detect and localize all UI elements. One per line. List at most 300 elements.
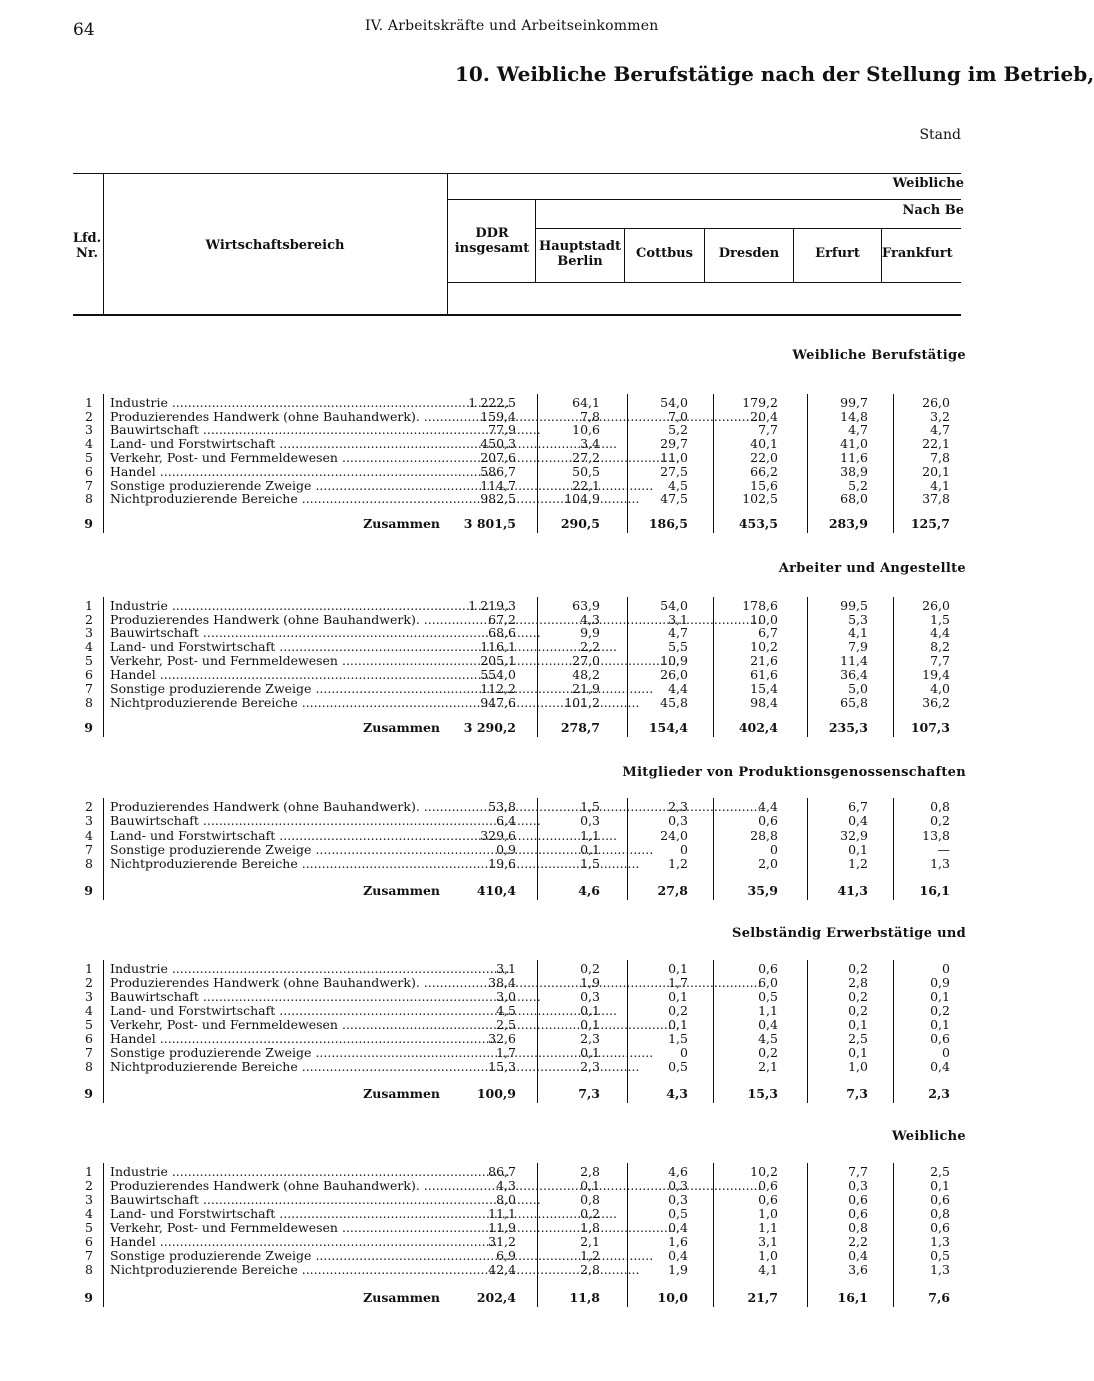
cell-value: 0,5: [930, 1248, 950, 1263]
cell-value: 7,8: [930, 450, 950, 465]
cell-value: 2,8: [848, 975, 868, 990]
cell-value: 0,2: [668, 1003, 688, 1018]
row-number: 9: [84, 516, 93, 531]
cell-value: 1,5: [580, 856, 600, 871]
row-label: Nichtproduzierende Bereiche .....: [110, 1060, 440, 1074]
cell-value: 68,0: [840, 491, 868, 506]
cell-value: 38,4: [488, 975, 516, 990]
cell-value: 7,7: [930, 653, 950, 668]
cell-value: 15,4: [750, 681, 778, 696]
cell-value: 402,4: [738, 720, 778, 735]
total-label: Zusammen: [363, 883, 440, 898]
table-row: [0, 1060, 1024, 1074]
row-number: 8: [85, 1262, 93, 1277]
cell-value: 207,6: [480, 450, 516, 465]
cell-value: 32,6: [488, 1031, 516, 1046]
cell-value: 20,4: [750, 409, 778, 424]
total-label: Zusammen: [363, 1290, 440, 1305]
cell-value: 1,9: [580, 975, 600, 990]
row-label: Produzierendes Handwerk (ohne Bauhandwerk). .....: [110, 613, 440, 627]
row-number: 7: [85, 681, 93, 696]
cell-value: 11,6: [840, 450, 868, 465]
cell-value: 101,2: [564, 695, 600, 710]
cell-value: 0,8: [580, 1192, 600, 1207]
table-row: [0, 814, 1024, 828]
cell-value: 2,5: [496, 1017, 516, 1032]
row-label: Handel .....: [110, 1032, 440, 1046]
row-label: Industrie .....: [110, 599, 440, 613]
cell-value: 100,9: [476, 1086, 516, 1101]
cell-value: 13,8: [922, 828, 950, 843]
cell-value: 22,0: [750, 450, 778, 465]
cell-value: 11,9: [488, 1220, 516, 1235]
table-row: [0, 640, 1024, 654]
cell-value: 1,1: [758, 1220, 778, 1235]
total-label: Zusammen: [363, 720, 440, 735]
row-label: Nichtproduzierende Bereiche .....: [110, 492, 440, 506]
cell-value: 4,1: [930, 478, 950, 493]
cell-value: 554,0: [480, 667, 516, 682]
section-title: Mitglieder von Produktionsgenossenschaften: [622, 765, 966, 780]
cell-value: 0: [942, 961, 950, 976]
row-label: Industrie .....: [110, 962, 440, 976]
cell-value: 21,9: [572, 681, 600, 696]
row-label: Bauwirtschaft .....: [110, 1193, 440, 1207]
row-number: 5: [85, 1220, 93, 1235]
cell-value: 329,6: [480, 828, 516, 843]
cell-value: 7,3: [578, 1086, 600, 1101]
header-hauptstadt-berlin: [536, 239, 624, 269]
table-row: [0, 1263, 1024, 1277]
row-label: Bauwirtschaft .....: [110, 990, 440, 1004]
cell-value: 1,0: [848, 1059, 868, 1074]
cell-value: 8,2: [930, 639, 950, 654]
table-row: [0, 962, 1024, 976]
header-berlin-label: Berlin: [557, 254, 603, 269]
cell-value: 4,0: [930, 681, 950, 696]
cell-value: 586,7: [480, 464, 516, 479]
cell-value: 0,6: [758, 1192, 778, 1207]
cell-value: 41,3: [837, 883, 868, 898]
table-row: [0, 976, 1024, 990]
header-rule: [447, 199, 961, 200]
cell-value: 125,7: [910, 516, 950, 531]
cell-value: 0,2: [758, 1045, 778, 1060]
row-number: 4: [85, 436, 93, 451]
cell-value: 6,0: [758, 975, 778, 990]
cell-value: 27,5: [660, 464, 688, 479]
cell-value: 38,9: [840, 464, 868, 479]
cell-value: 28,8: [750, 828, 778, 843]
header-nach-be: Nach Be: [902, 203, 964, 218]
row-number: 4: [85, 1206, 93, 1221]
cell-value: 0,3: [668, 813, 688, 828]
cell-value: 112,2: [480, 681, 516, 696]
table-row: [0, 396, 1024, 410]
row-number: 1: [85, 598, 93, 613]
cell-value: 5,5: [668, 639, 688, 654]
cell-value: 1,9: [668, 1262, 688, 1277]
cell-value: 3 801,5: [463, 516, 516, 531]
cell-value: 0: [770, 842, 778, 857]
cell-value: 10,2: [750, 639, 778, 654]
cell-value: 7,6: [928, 1290, 950, 1305]
table-row: [0, 857, 1024, 871]
row-number: 3: [85, 989, 93, 1004]
total-label: Zusammen: [363, 516, 440, 531]
cell-value: 10,0: [657, 1290, 688, 1305]
row-label: Sonstige produzierende Zweige .....: [110, 1046, 440, 1060]
row-number: 8: [85, 856, 93, 871]
cell-value: 10,9: [660, 653, 688, 668]
cell-value: 50,5: [572, 464, 600, 479]
cell-value: 2,2: [848, 1234, 868, 1249]
table-row: [0, 599, 1024, 613]
cell-value: 4,5: [668, 478, 688, 493]
row-label: Verkehr, Post- und Fernmeldewesen .....: [110, 1018, 440, 1032]
row-number: 9: [84, 883, 93, 898]
cell-value: 1,3: [930, 1262, 950, 1277]
header-hauptstadt-label: Hauptstadt: [538, 239, 622, 254]
row-number: 8: [85, 1059, 93, 1074]
cell-value: 4,7: [848, 422, 868, 437]
cell-value: 0,1: [848, 842, 868, 857]
cell-value: 35,9: [747, 883, 778, 898]
cell-value: 3,1: [758, 1234, 778, 1249]
cell-value: 2,5: [848, 1031, 868, 1046]
row-label: Land- und Forstwirtschaft .....: [110, 1004, 440, 1018]
header-lfd-label: Lfd.: [72, 231, 102, 246]
cell-value: 0,9: [930, 975, 950, 990]
row-label: Sonstige produzierende Zweige .....: [110, 1249, 440, 1263]
row-number: 2: [85, 612, 93, 627]
total-row: [0, 517, 1024, 531]
cell-value: 7,3: [846, 1086, 868, 1101]
cell-value: 99,7: [840, 395, 868, 410]
row-label: Verkehr, Post- und Fernmeldewesen .....: [110, 1221, 440, 1235]
cell-value: 15,3: [747, 1086, 778, 1101]
cell-value: 0: [680, 1045, 688, 1060]
cell-value: 40,1: [750, 436, 778, 451]
section-title: Weibliche Berufstätige: [792, 348, 966, 363]
cell-value: 4,4: [668, 681, 688, 696]
cell-value: 205,1: [480, 653, 516, 668]
cell-value: 1,6: [668, 1234, 688, 1249]
cell-value: 0,1: [580, 1178, 600, 1193]
cell-value: 2,1: [580, 1234, 600, 1249]
row-label: Produzierendes Handwerk (ohne Bauhandwerk). .....: [110, 410, 440, 424]
row-number: 3: [85, 813, 93, 828]
cell-value: 47,5: [660, 491, 688, 506]
cell-value: 0,1: [580, 1045, 600, 1060]
header-frankfurt: Frankfurt: [882, 246, 953, 261]
cell-value: 4,3: [496, 1178, 516, 1193]
cell-value: 0,4: [848, 1248, 868, 1263]
header-insgesamt-label: insgesamt: [454, 241, 530, 256]
cell-value: 98,4: [750, 695, 778, 710]
row-label: Verkehr, Post- und Fernmeldewesen .....: [110, 451, 440, 465]
table-row: [0, 843, 1024, 857]
row-number: 2: [85, 1178, 93, 1193]
table-row: [0, 437, 1024, 451]
cell-value: 0,5: [668, 1059, 688, 1074]
table-row: [0, 696, 1024, 710]
cell-value: 0,6: [848, 1206, 868, 1221]
cell-value: 0,1: [848, 1045, 868, 1060]
cell-value: 15,3: [488, 1059, 516, 1074]
cell-value: 48,2: [572, 667, 600, 682]
cell-value: 16,1: [837, 1290, 868, 1305]
header-dresden: Dresden: [718, 246, 780, 261]
row-number: 7: [85, 1045, 93, 1060]
cell-value: 410,4: [476, 883, 516, 898]
header-lfd: [70, 231, 104, 261]
cell-value: 0,1: [668, 1017, 688, 1032]
cell-value: 64,1: [572, 395, 600, 410]
table-row: [0, 1179, 1024, 1193]
cell-value: 0,2: [580, 961, 600, 976]
table-row: [0, 654, 1024, 668]
cell-value: 14,8: [840, 409, 868, 424]
cell-value: 283,9: [828, 516, 868, 531]
cell-value: 21,7: [747, 1290, 778, 1305]
cell-value: 0,4: [668, 1248, 688, 1263]
cell-value: —: [937, 842, 950, 857]
cell-value: 1,8: [580, 1220, 600, 1235]
cell-value: 4,5: [758, 1031, 778, 1046]
cell-value: 453,5: [738, 516, 778, 531]
row-number: 2: [85, 799, 93, 814]
cell-value: 1,3: [930, 1234, 950, 1249]
cell-value: 0,9: [496, 842, 516, 857]
cell-value: 4,3: [580, 612, 600, 627]
cell-value: 77,9: [488, 422, 516, 437]
cell-value: 0: [680, 842, 688, 857]
cell-value: 0: [942, 1045, 950, 1060]
cell-value: 4,1: [758, 1262, 778, 1277]
cell-value: 11,4: [840, 653, 868, 668]
cell-value: 0,4: [930, 1059, 950, 1074]
table-row: [0, 465, 1024, 479]
row-number: 3: [85, 1192, 93, 1207]
row-number: 6: [85, 667, 93, 682]
cell-value: 24,0: [660, 828, 688, 843]
cell-value: 0,1: [580, 842, 600, 857]
cell-value: 4,6: [578, 883, 600, 898]
cell-value: 107,3: [910, 720, 950, 735]
stand-label: Stand: [919, 127, 961, 143]
cell-value: 66,2: [750, 464, 778, 479]
cell-value: 1,2: [668, 856, 688, 871]
header-ddr: [450, 226, 534, 256]
cell-value: 0,8: [930, 799, 950, 814]
cell-value: 22,1: [922, 436, 950, 451]
cell-value: 22,1: [572, 478, 600, 493]
total-label: Zusammen: [363, 1086, 440, 1101]
cell-value: 37,8: [922, 491, 950, 506]
cell-value: 1,3: [930, 856, 950, 871]
cell-value: 19,4: [922, 667, 950, 682]
total-row: [0, 884, 1024, 898]
cell-value: 0,2: [930, 813, 950, 828]
row-label: Nichtproduzierende Bereiche .....: [110, 1263, 440, 1277]
row-label: Bauwirtschaft .....: [110, 423, 440, 437]
cell-value: 8,0: [496, 1192, 516, 1207]
cell-value: 0,1: [580, 1017, 600, 1032]
table-row: [0, 682, 1024, 696]
row-number: 6: [85, 1031, 93, 1046]
row-number: 4: [85, 828, 93, 843]
total-row: [0, 1291, 1024, 1305]
cell-value: 0,6: [930, 1220, 950, 1235]
cell-value: 3,0: [496, 989, 516, 1004]
cell-value: 7,7: [848, 1164, 868, 1179]
cell-value: 0,1: [668, 961, 688, 976]
cell-value: 0,6: [758, 813, 778, 828]
cell-value: 27,0: [572, 653, 600, 668]
total-row: [0, 721, 1024, 735]
table-row: [0, 1193, 1024, 1207]
row-label: Produzierendes Handwerk (ohne Bauhandwerk). .....: [110, 1179, 440, 1193]
cell-value: 0,1: [580, 1003, 600, 1018]
header-bottom-rule: [73, 314, 961, 316]
cell-value: 0,1: [848, 1017, 868, 1032]
cell-value: 0,8: [848, 1220, 868, 1235]
cell-value: 2,2: [580, 639, 600, 654]
cell-value: 0,3: [580, 813, 600, 828]
cell-value: 26,0: [922, 598, 950, 613]
cell-value: 2,3: [668, 799, 688, 814]
cell-value: 7,8: [580, 409, 600, 424]
cell-value: 3 290,2: [463, 720, 516, 735]
cell-value: 3,1: [496, 961, 516, 976]
cell-value: 178,6: [742, 598, 778, 613]
row-label: Sonstige produzierende Zweige .....: [110, 682, 440, 696]
row-number: 7: [85, 842, 93, 857]
cell-value: 1,7: [668, 975, 688, 990]
section-title: Weibliche: [891, 1129, 966, 1144]
cell-value: 1,7: [496, 1045, 516, 1060]
cell-value: 982,5: [480, 491, 516, 506]
cell-value: 114,7: [480, 478, 516, 493]
row-number: 8: [85, 491, 93, 506]
table-row: [0, 1207, 1024, 1221]
row-label: Nichtproduzierende Bereiche .....: [110, 696, 440, 710]
table-row: [0, 829, 1024, 843]
header-divider: [447, 173, 448, 314]
cell-value: 65,8: [840, 695, 868, 710]
row-label: Industrie .....: [110, 1165, 440, 1179]
cell-value: 27,8: [657, 883, 688, 898]
cell-value: 7,0: [668, 409, 688, 424]
chapter-heading: IV. Arbeitskräfte und Arbeitseinkommen: [365, 18, 659, 34]
cell-value: 116,1: [480, 639, 516, 654]
cell-value: 0,1: [930, 989, 950, 1004]
cell-value: 10,2: [750, 1164, 778, 1179]
cell-value: 0,6: [848, 1192, 868, 1207]
cell-value: 0,4: [848, 813, 868, 828]
cell-value: 0,3: [668, 1192, 688, 1207]
total-row: [0, 1087, 1024, 1101]
row-label: Bauwirtschaft .....: [110, 814, 440, 828]
cell-value: 0,6: [758, 961, 778, 976]
header-rule: [535, 228, 961, 229]
table-row: [0, 1032, 1024, 1046]
table-row: [0, 668, 1024, 682]
table-row: [0, 1018, 1024, 1032]
cell-value: 4,7: [668, 625, 688, 640]
cell-value: 102,5: [742, 491, 778, 506]
cell-value: 1,1: [758, 1003, 778, 1018]
cell-value: 1,0: [758, 1248, 778, 1263]
row-number: 1: [85, 961, 93, 976]
row-label: Sonstige produzierende Zweige .....: [110, 843, 440, 857]
cell-value: 0,8: [930, 1206, 950, 1221]
cell-value: 1,2: [580, 1248, 600, 1263]
row-label: Land- und Forstwirtschaft .....: [110, 829, 440, 843]
cell-value: 41,0: [840, 436, 868, 451]
cell-value: 1,5: [580, 799, 600, 814]
cell-value: 2,1: [758, 1059, 778, 1074]
cell-value: 3,6: [848, 1262, 868, 1277]
cell-value: 21,6: [750, 653, 778, 668]
row-number: 3: [85, 625, 93, 640]
cell-value: 42,4: [488, 1262, 516, 1277]
cell-value: 0,3: [668, 1178, 688, 1193]
cell-value: 7,7: [758, 422, 778, 437]
cell-value: 5,0: [848, 681, 868, 696]
cell-value: 10,6: [572, 422, 600, 437]
cell-value: 0,2: [848, 1003, 868, 1018]
cell-value: 0,3: [848, 1178, 868, 1193]
cell-value: 5,2: [668, 422, 688, 437]
cell-value: 45,8: [660, 695, 688, 710]
cell-value: 11,1: [488, 1206, 516, 1221]
header-top-rule: [73, 173, 961, 174]
cell-value: 0,5: [668, 1206, 688, 1221]
cell-value: 20,1: [922, 464, 950, 479]
row-label: Handel .....: [110, 668, 440, 682]
cell-value: 5,3: [848, 612, 868, 627]
cell-value: 0,4: [758, 1017, 778, 1032]
cell-value: 1 219,3: [468, 598, 516, 613]
cell-value: 68,6: [488, 625, 516, 640]
cell-value: 0,2: [848, 961, 868, 976]
cell-value: 27,2: [572, 450, 600, 465]
row-label: Produzierendes Handwerk (ohne Bauhandwerk). .....: [110, 800, 440, 814]
cell-value: 67,2: [488, 612, 516, 627]
row-number: 9: [84, 1086, 93, 1101]
row-label: Industrie .....: [110, 396, 440, 410]
cell-value: 4,5: [496, 1003, 516, 1018]
cell-value: 1 222,5: [468, 395, 516, 410]
cell-value: 0,2: [930, 1003, 950, 1018]
cell-value: 4,4: [930, 625, 950, 640]
cell-value: 36,2: [922, 695, 950, 710]
cell-value: 4,4: [758, 799, 778, 814]
cell-value: 26,0: [660, 667, 688, 682]
cell-value: 4,3: [666, 1086, 688, 1101]
cell-value: 3,1: [668, 612, 688, 627]
cell-value: 9,9: [580, 625, 600, 640]
cell-value: 2,0: [758, 856, 778, 871]
table-row: [0, 990, 1024, 1004]
header-weibliche: Weibliche: [892, 176, 964, 191]
cell-value: 0,2: [580, 1206, 600, 1221]
table-row: [0, 451, 1024, 465]
row-number: 1: [85, 1164, 93, 1179]
cell-value: 154,4: [648, 720, 688, 735]
